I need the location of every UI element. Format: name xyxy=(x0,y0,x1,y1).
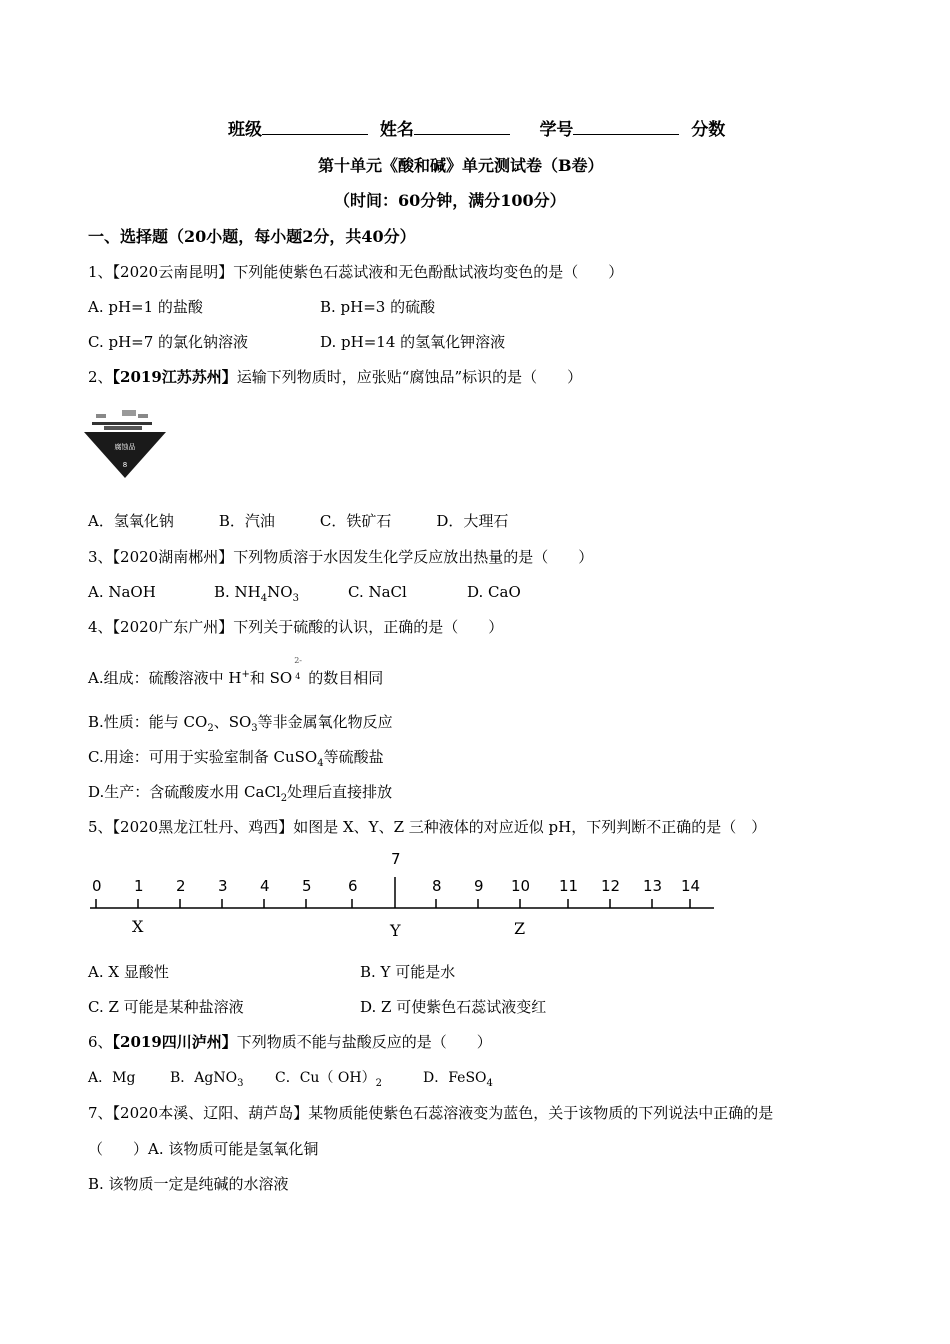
corrosive-hazard-sign xyxy=(82,408,168,480)
q5-option-d[interactable]: D. Z 可使紫色石蕊试液变红 xyxy=(360,998,547,1016)
q1-stem: 1、【2020云南昆明】下列能使紫色石蕊试液和无色酚酞试液均变色的是（ ） xyxy=(88,263,624,281)
id-blank[interactable] xyxy=(573,118,679,135)
name-blank[interactable] xyxy=(414,118,510,135)
ph-tick-label-12: 12 xyxy=(601,877,621,895)
q6-b-text: B．AgNO xyxy=(170,1070,238,1086)
q6-source: 【2019四川泸州】 xyxy=(112,1033,237,1051)
q3-option-c[interactable]: C. NaCl xyxy=(348,583,407,601)
q1-option-b[interactable]: B. pH=3 的硫酸 xyxy=(320,298,436,316)
q4-option-d[interactable] xyxy=(88,782,392,809)
class-blank[interactable] xyxy=(262,118,368,135)
q4-c-post: 等硫酸盐 xyxy=(323,748,384,766)
q2-number: 2、 xyxy=(88,368,113,386)
ph-tick-label-2: 2 xyxy=(176,877,186,895)
q6-number: 6、 xyxy=(88,1033,113,1051)
q6-c-text: C．Cu（ OH） xyxy=(275,1070,376,1086)
q4-b-text: B.性质：能与 CO xyxy=(88,713,208,731)
q4-d-sub: 2 xyxy=(280,793,288,804)
q3-option-d[interactable]: D. CaO xyxy=(467,583,521,601)
q3-b-sub2: 3 xyxy=(292,593,299,604)
q1-option-c[interactable]: C. pH=7 的氯化钠溶液 xyxy=(88,333,249,351)
q6-b-sub: 3 xyxy=(237,1077,244,1089)
q4-a-mid: 和 SO xyxy=(249,669,293,687)
ph-marker-z: Z xyxy=(514,919,526,938)
ph-tick-label-7: 7 xyxy=(391,850,401,868)
q6-text: 下列物质不能与盐酸反应的是（ ） xyxy=(236,1033,492,1051)
class-label: 班级 xyxy=(228,120,262,140)
ph-tick-label-6: 6 xyxy=(348,877,358,895)
q1-option-d[interactable]: D. pH=14 的氢氧化钾溶液 xyxy=(320,333,506,351)
q6-option-d[interactable] xyxy=(423,1068,493,1094)
q6-option-b[interactable] xyxy=(170,1068,243,1094)
ph-tick-label-10: 10 xyxy=(511,877,531,895)
q2-options[interactable]: A．氢氧化钠 B．汽油 C．铁矿石 D．大理石 xyxy=(88,512,509,530)
q3-b-text: B. NH xyxy=(214,583,261,601)
q4-ion-sub: 4 xyxy=(295,672,301,681)
q4-c-text: C.用途：可用于实验室制备 CuSO xyxy=(88,748,318,766)
id-label: 学号 xyxy=(539,120,574,140)
q4-a-sup: + xyxy=(241,669,250,680)
q4-b-sub: 2 xyxy=(207,723,214,734)
corrosive-sign-label: 腐蚀品 xyxy=(114,443,136,451)
q3-option-a[interactable]: A. NaOH xyxy=(88,583,156,601)
q6-d-sub: 4 xyxy=(486,1077,493,1089)
q3-stem: 3、【2020湖南郴州】下列物质溶于水因发生化学反应放出热量的是（ ） xyxy=(88,548,594,566)
q4-option-b[interactable] xyxy=(88,712,393,739)
q4-option-a[interactable] xyxy=(88,656,384,688)
page-subtitle: （时间：60分钟，满分100分） xyxy=(334,191,566,210)
q3-b-mid: NO xyxy=(267,583,293,601)
ph-tick-label-9: 9 xyxy=(474,877,484,895)
q4-b-post: 等非金属氧化物反应 xyxy=(257,713,393,731)
q3-b-sub1: 4 xyxy=(260,593,268,604)
q1-option-a[interactable]: A. pH=1 的盐酸 xyxy=(88,298,203,316)
q4-option-c[interactable] xyxy=(88,747,384,774)
ph-scale-axis xyxy=(88,845,718,945)
q7-stem: 7、【2020本溪、辽阳、葫芦岛】某物质能使紫色石蕊溶液变为蓝色，关于该物质的下列说法中正确的是 xyxy=(88,1104,774,1122)
q6-stem xyxy=(88,1032,492,1052)
q6-option-a[interactable]: A．Mg xyxy=(88,1070,136,1086)
section-heading: 一、选择题（20小题，每小题2分，共40分） xyxy=(88,227,416,246)
ph-tick-label-4: 4 xyxy=(260,877,270,895)
q6-option-c[interactable] xyxy=(275,1068,382,1094)
ph-tick-label-3: 3 xyxy=(218,877,228,895)
ph-tick-label-13: 13 xyxy=(643,877,663,895)
q7-option-b[interactable]: B. 该物质一定是纯碱的水溶液 xyxy=(88,1175,289,1193)
q4-c-sub: 4 xyxy=(317,758,324,769)
q4-a-post: 的数目相同 xyxy=(308,669,384,687)
ph-scale-figure xyxy=(88,845,718,945)
q6-c-sub: 2 xyxy=(375,1077,382,1089)
q4-stem: 4、【2020广东广州】下列关于硫酸的认识，正确的是（ ） xyxy=(88,618,504,636)
page-title: 第十单元《酸和碱》单元测试卷（B卷） xyxy=(318,156,604,175)
q4-ion-charge: 2- xyxy=(294,656,302,665)
name-label: 姓名 xyxy=(379,120,414,140)
q2-text: 运输下列物质时，应张贴“腐蚀品”标识的是（ ） xyxy=(236,368,583,386)
q4-a-text: A.组成：硫酸溶液中 H xyxy=(88,669,242,687)
ph-tick-label-0: 0 xyxy=(92,877,102,895)
q2-source: 【2019江苏苏州】 xyxy=(112,368,237,386)
corrosive-sign-number: 8 xyxy=(122,461,128,469)
student-info-header xyxy=(228,118,725,140)
q4-d-post: 处理后直接排放 xyxy=(287,783,393,801)
ph-tick-label-14: 14 xyxy=(681,877,701,895)
q3-option-b[interactable] xyxy=(214,582,299,609)
q4-b-mid: 、SO xyxy=(213,713,252,731)
q7-option-a[interactable]: （ ）A. 该物质可能是氢氧化铜 xyxy=(88,1140,319,1158)
q2-stem xyxy=(88,367,582,387)
q6-d-text: D．FeSO xyxy=(423,1070,487,1086)
ph-tick-label-11: 11 xyxy=(559,877,579,895)
ph-tick-label-5: 5 xyxy=(302,877,312,895)
ph-tick-label-1: 1 xyxy=(134,877,144,895)
q5-option-c[interactable]: C. Z 可能是某种盐溶液 xyxy=(88,998,244,1016)
q5-option-a[interactable]: A. X 显酸性 xyxy=(88,963,169,981)
corrosive-sign-icon xyxy=(82,408,168,480)
q5-option-b[interactable]: B. Y 可能是水 xyxy=(360,963,456,981)
q4-ion-notation xyxy=(292,656,308,685)
score-label: 分数 xyxy=(691,120,726,140)
q4-b-sub2: 3 xyxy=(251,723,258,734)
q4-d-text: D.生产：含硫酸废水用 CaCl xyxy=(88,783,281,801)
ph-marker-y: Y xyxy=(390,921,401,940)
ph-marker-x: X xyxy=(132,917,144,936)
q5-stem: 5、【2020黑龙江牡丹、鸡西】如图是 X、Y、Z 三种液体的对应近似 pH，下列判断不正确的是（ ） xyxy=(88,818,767,836)
ph-tick-label-8: 8 xyxy=(432,877,442,895)
